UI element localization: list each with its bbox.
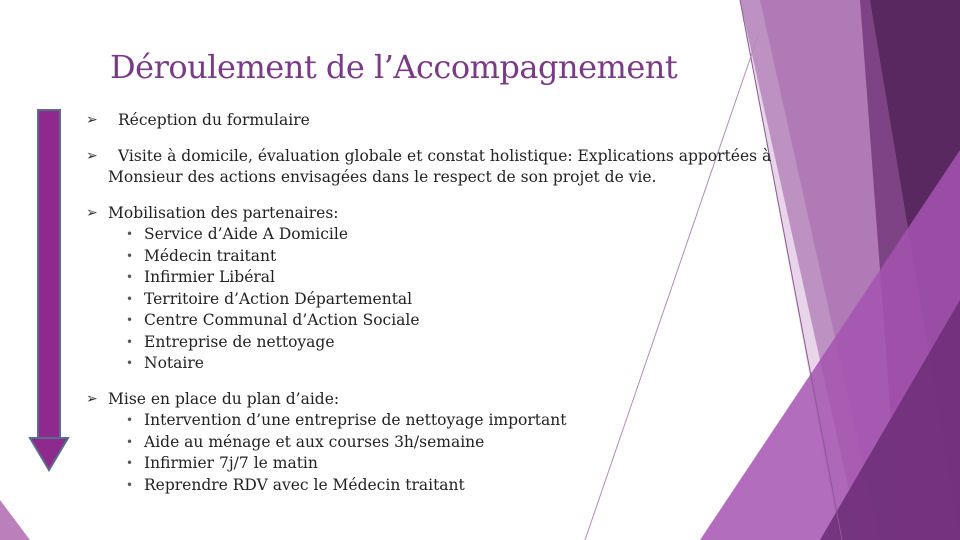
slide-title: Déroulement de l’Accompagnement bbox=[110, 48, 678, 86]
list-item-text-continued: Monsieur des actions envisagées dans le respect de son projet de vie. bbox=[108, 168, 657, 186]
sub-list-item: • Intervention d’une entreprise de nettoyage important bbox=[126, 411, 567, 429]
list-item-text: Mobilisation des partenaires: bbox=[108, 203, 339, 222]
list-item bbox=[86, 203, 786, 225]
sub-list-item: • Médecin traitant bbox=[126, 246, 277, 265]
list-item bbox=[86, 389, 786, 411]
list-item bbox=[86, 110, 786, 132]
sub-list-item: • Infirmier 7j/7 le matin bbox=[126, 454, 318, 472]
list-item-text: Visite à domicile, évaluation globale et constat holistique: Explications apportées à bbox=[118, 146, 772, 165]
arrow-bullet-icon: ➢ bbox=[86, 147, 98, 164]
sub-list bbox=[86, 410, 786, 496]
sub-list-item: • Reprendre RDV avec le Médecin traitant bbox=[126, 475, 465, 494]
sub-list-item: • Entreprise de nettoyage bbox=[126, 332, 335, 351]
arrow-bullet-icon: ➢ bbox=[86, 112, 98, 128]
list-item bbox=[86, 146, 786, 189]
sub-list-item: • Notaire bbox=[126, 354, 204, 372]
sub-list-item: • Aide au ménage et aux courses 3h/semaine bbox=[126, 432, 485, 451]
sub-list bbox=[86, 224, 786, 375]
list-item-text: Mise en place du plan d’aide: bbox=[108, 389, 340, 408]
list-item-text: Réception du formulaire bbox=[118, 111, 310, 129]
arrow-bullet-icon: ➢ bbox=[86, 390, 98, 407]
arrow-bullet-icon: ➢ bbox=[86, 204, 98, 221]
sub-list-item: • Territoire d’Action Départemental bbox=[126, 289, 413, 308]
bullet-list bbox=[86, 110, 786, 496]
sub-list-item: • Centre Communal d’Action Sociale bbox=[126, 311, 420, 329]
down-arrow-icon bbox=[28, 108, 70, 474]
bg-corner-left bbox=[0, 500, 30, 540]
sub-list-item: • Service d’Aide A Domicile bbox=[126, 225, 349, 243]
sub-list-item: • Infirmier Libéral bbox=[126, 268, 275, 286]
